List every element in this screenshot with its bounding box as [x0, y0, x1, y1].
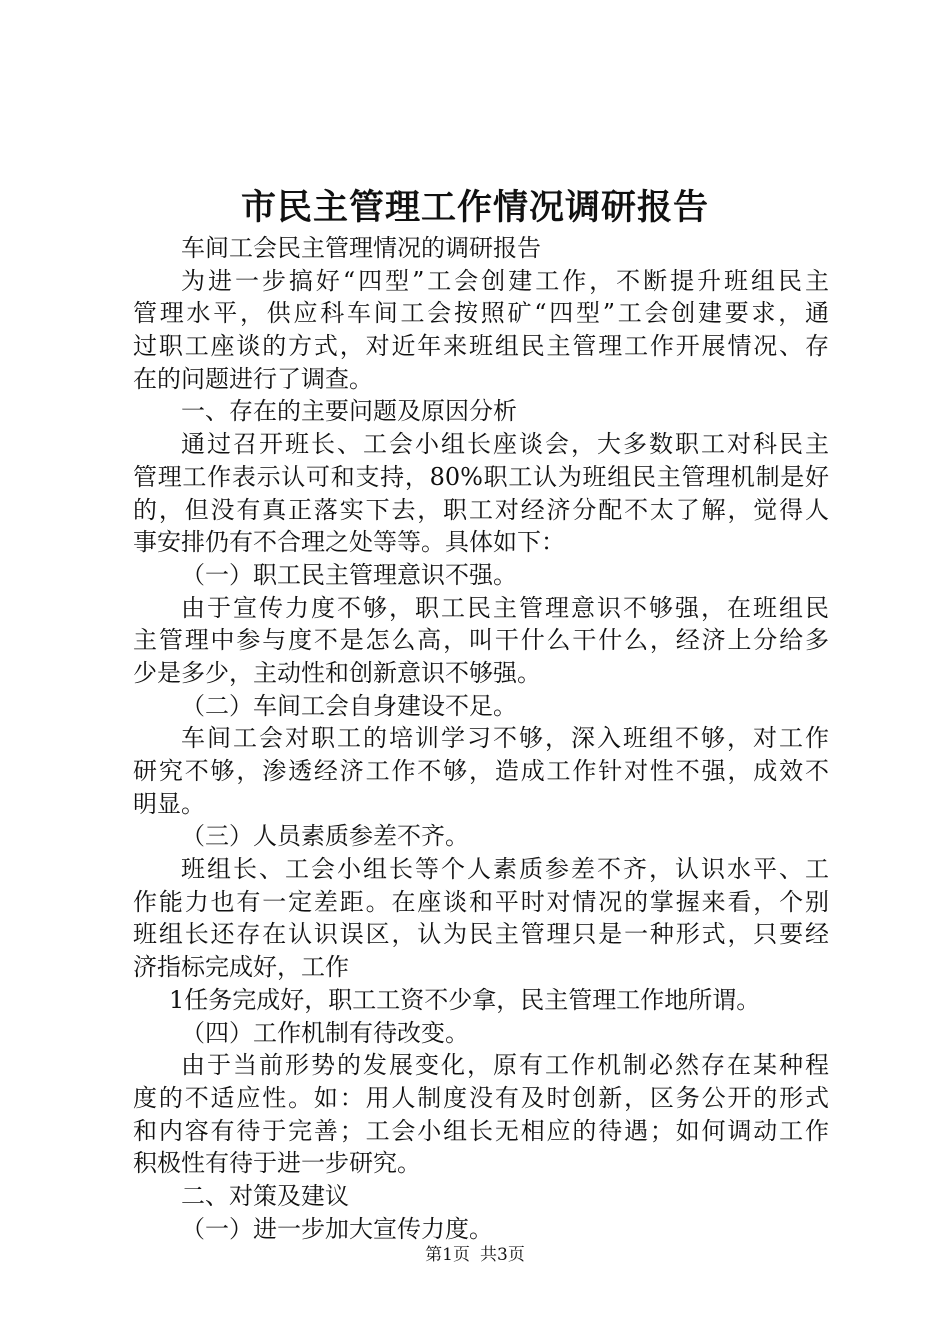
paragraph-line: 度的不适应性。如：用人制度没有及时创新，区务公开的形式 [133, 1083, 829, 1112]
section-heading: 二、对策及建议 [181, 1181, 349, 1210]
subsection-heading: （二）车间工会自身建设不足。 [181, 691, 517, 720]
paragraph-line: 的，但没有真正落实下去，职工对经济分配不太了解，觉得人 [133, 495, 829, 524]
paragraph-line: 班组长还存在认识误区，认为民主管理只是一种形式，只要经 [133, 920, 829, 949]
paragraph-line: 和内容有待于完善；工会小组长无相应的待遇；如何调动工作 [133, 1116, 829, 1145]
subsection-heading: （三）人员素质参差不齐。 [181, 822, 469, 851]
paragraph-line: 主管理中参与度不是怎么高，叫干什么干什么，经济上分给多 [133, 626, 829, 655]
paragraph-line: 车间工会对职工的培训学习不够，深入班组不够，对工作 [181, 724, 829, 753]
paragraph-line: 由于宣传力度不够，职工民主管理意识不够强，在班组民 [181, 593, 829, 622]
paragraph-line: 作能力也有一定差距。在座谈和平时对情况的掌握来看，个别 [133, 887, 829, 916]
paragraph-line: 事安排仍有不合理之处等等。具体如下： [133, 528, 565, 557]
paragraph-line: 管理工作表示认可和支持，80%职工认为班组民主管理机制是好 [133, 462, 829, 491]
paragraph-line: 通过召开班长、工会小组长座谈会，大多数职工对科民主 [181, 430, 829, 459]
subsection-heading: （一）进一步加大宣传力度。 [181, 1214, 493, 1243]
paragraph-line: 在的问题进行了调查。 [133, 364, 373, 393]
subsection-heading: （四）工作机制有待改变。 [181, 1018, 469, 1047]
subtitle-line: 车间工会民主管理情况的调研报告 [181, 234, 541, 262]
page-number: 第1页 [425, 1245, 470, 1265]
paragraph-line: 少是多少，主动性和创新意识不够强。 [133, 658, 541, 687]
paragraph-line: 为进一步搞好“四型”工会创建工作，不断提升班组民主 [181, 266, 829, 295]
paragraph-line: 研究不够，渗透经济工作不够，造成工作针对性不强，成效不 [133, 757, 829, 785]
paragraph-line: 过职工座谈的方式，对近年来班组民主管理工作开展情况、存 [133, 332, 829, 361]
page-total: 共3页 [480, 1245, 525, 1265]
section-heading: 一、存在的主要问题及原因分析 [181, 397, 517, 426]
paragraph-line: 班组长、工会小组长等个人素质参差不齐，认识水平、工 [181, 855, 829, 884]
paragraph-line: 1任务完成好，职工工资不少拿，民主管理工作地所谓。 [169, 985, 761, 1014]
paragraph-line: 管理水平，供应科车间工会按照矿“四型”工会创建要求，通 [133, 299, 829, 328]
paragraph-line: 明显。 [133, 789, 205, 818]
paragraph-line: 济指标完成好，工作 [133, 953, 349, 982]
paragraph-line: 积极性有待于进一步研究。 [133, 1149, 421, 1178]
page-footer [0, 1243, 950, 1267]
document-title: 市民主管理工作情况调研报告 [240, 187, 709, 228]
subsection-heading: （一）职工民主管理意识不强。 [181, 560, 517, 589]
document-body [133, 232, 829, 1245]
paragraph-line: 由于当前形势的发展变化，原有工作机制必然存在某种程 [181, 1051, 829, 1080]
